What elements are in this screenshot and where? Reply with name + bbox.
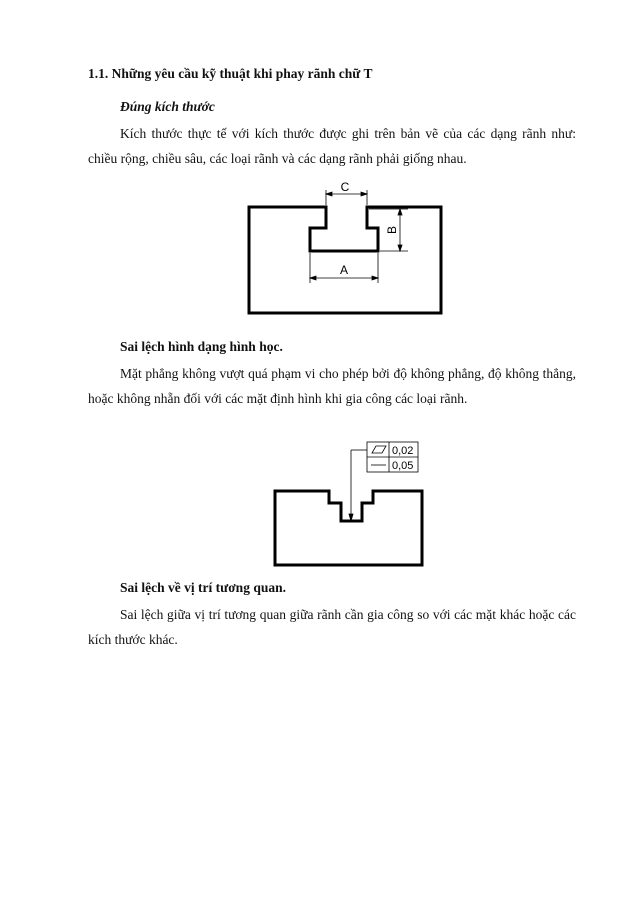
paragraph-position-deviation [88,602,576,652]
subheading-form-deviation: Sai lệch hình dạng hình học. [120,339,283,354]
dimension-label-b: B [385,225,400,235]
t-slot-profile-outline [275,491,422,565]
dimension-label-a: A [339,263,349,277]
flatness-icon [372,446,386,453]
straightness-value: 0,05 [392,460,414,472]
paragraph-position-deviation-text: Sai lệch giữa vị trí tương quan giữa rãnh cần gia công so với các mặt khác hoặc các kích thước khác. [88,607,576,647]
tolerance-leader [349,450,367,521]
flatness-value: 0,02 [392,445,414,457]
subheading-correct-dimensions: Đúng kích thước [120,99,215,114]
paragraph-form-deviation-text: Mặt phẳng không vượt quá phạm vi cho phép bởi độ không phẳng, độ không thẳng, hoặc không nhẵn đối với các mặt định hình khi gia công các loại rãnh. [88,366,576,406]
dimension-label-c: C [340,180,350,194]
subheading-position-deviation: Sai lệch về vị trí tương quan. [120,580,286,595]
section-title: 1.1. Những yêu cầu kỹ thuật khi phay rãnh chữ T [88,66,373,81]
paragraph-dimensions-text: Kích thước thực tế với kích thước được ghi trên bản vẽ của các dạng rãnh như: chiều rộng, chiều sâu, các loại rãnh và các dạng rãnh phải giống nhau. [88,126,576,166]
